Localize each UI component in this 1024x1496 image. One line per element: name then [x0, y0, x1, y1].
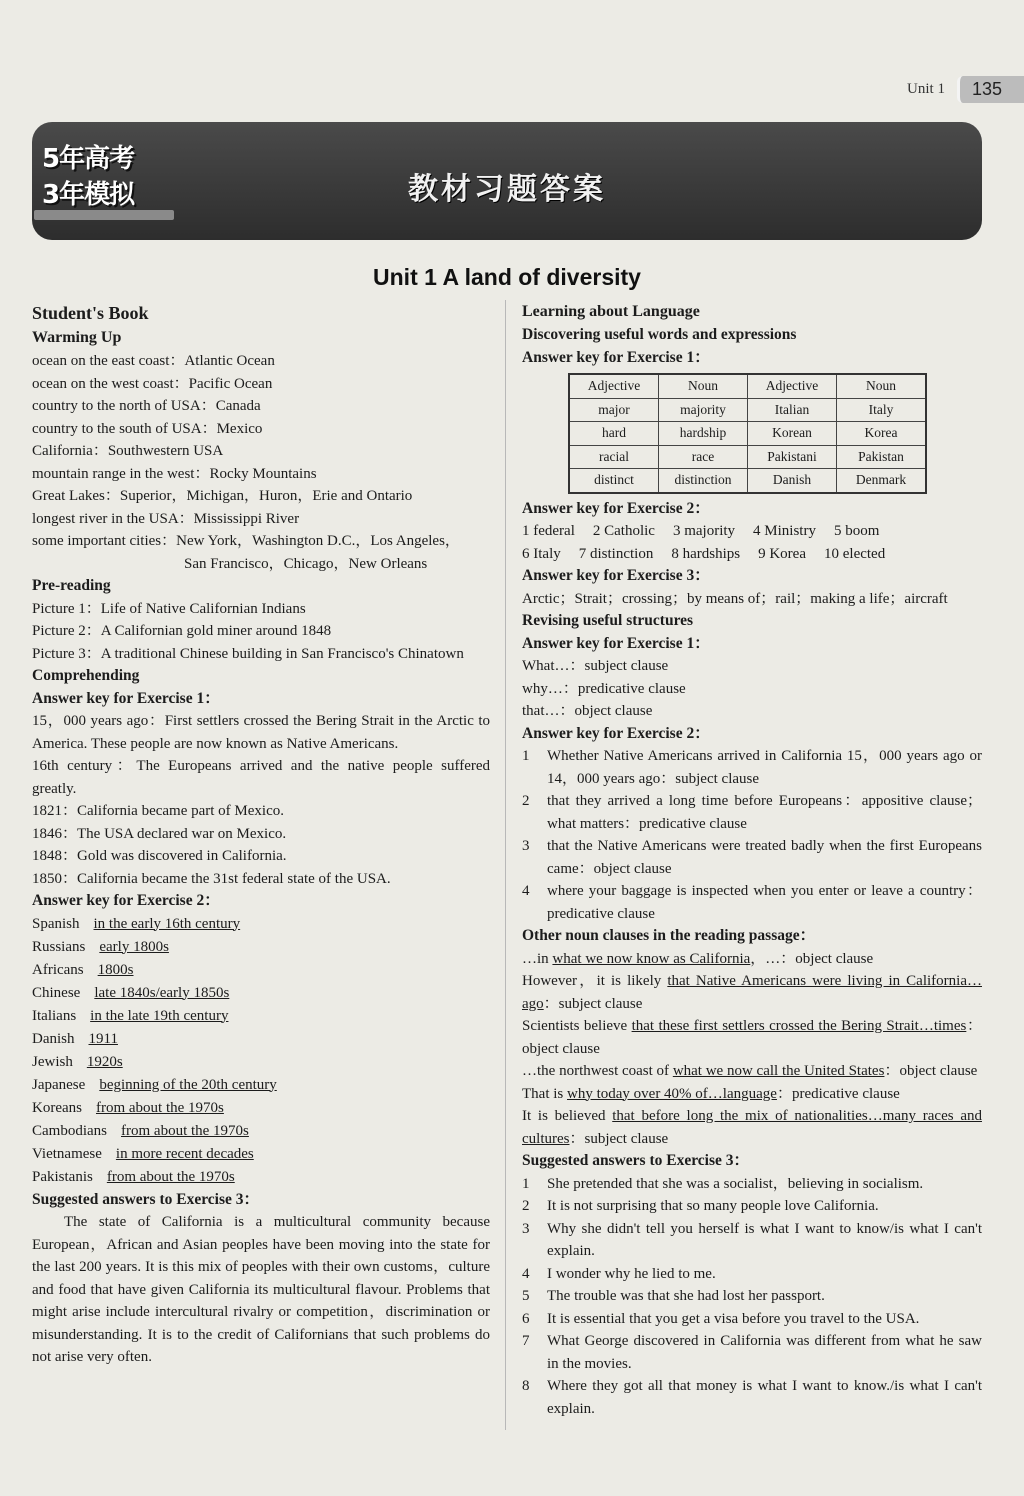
table-cell: Adjective: [748, 374, 837, 398]
table-cell: Noun: [659, 374, 748, 398]
list-item: why…：predicative clause: [522, 680, 686, 697]
word-answer: 3 majority: [672, 523, 736, 539]
list-item: ocean on the west coast：Pacific Ocean: [32, 375, 273, 392]
exercise-heading: Answer key for Exercise 1：: [522, 634, 710, 652]
nationality: Pakistanis: [32, 1168, 93, 1185]
numbered-item: [522, 1375, 982, 1420]
era-row: [32, 936, 490, 959]
item-number: 3: [522, 838, 530, 854]
list-item: country to the north of USA：Canada: [32, 398, 261, 414]
clause-line: [522, 948, 982, 971]
clause-suffix: ：object clause: [884, 1063, 978, 1079]
list-item: 1821：California became part of Mexico.: [32, 803, 284, 819]
item-text: where your baggage is inspected when you enter or leave a country：predicative clause: [547, 883, 982, 922]
item-text: that the Native Americans were treated badly when the first Europeans came：object clause: [547, 838, 982, 877]
item-number: 1: [522, 1175, 530, 1192]
list-item: mountain range in the west：Rocky Mountains: [32, 465, 317, 482]
item-number: 7: [522, 1333, 530, 1349]
numbered-item: [522, 1218, 982, 1263]
nationality: Russians: [32, 938, 86, 955]
era-answer: 1911: [88, 1030, 118, 1047]
exercise-heading: Suggested answers to Exercise 3：: [32, 1190, 260, 1208]
nationality: Koreans: [32, 1099, 82, 1116]
table-cell: Korean: [748, 422, 837, 446]
nationality: Danish: [32, 1030, 75, 1047]
table-cell: majority: [659, 398, 748, 422]
table-cell: hard: [569, 422, 659, 446]
list-item: 1850：California became the 31st federal state of the USA.: [32, 870, 391, 887]
era-answer: in more recent decades: [115, 1145, 254, 1162]
clause-underlined: what we now know as California: [552, 950, 751, 967]
nationality: Chinese: [32, 984, 81, 1001]
item-text: She pretended that she was a socialist，believing in socialism.: [547, 1175, 924, 1192]
item-number: 1: [522, 748, 530, 764]
list-item: 1848：Gold was discovered in California.: [32, 848, 287, 864]
nationality: Jewish: [32, 1053, 73, 1070]
era-row: [32, 982, 490, 1005]
left-column: [32, 300, 490, 1369]
table-row: [569, 422, 926, 446]
list-item: California：Southwestern USA: [32, 443, 224, 459]
word-answer-row: [522, 520, 982, 543]
item-text: Why she didn't tell you herself is what I want to know/is what I can't explain.: [547, 1220, 982, 1259]
nationality: Italians: [32, 1007, 77, 1024]
era-row: [32, 1074, 490, 1097]
table-row: [569, 374, 926, 398]
table-cell: Danish: [748, 469, 837, 493]
exercise-heading: Suggested answers to Exercise 3：: [522, 1152, 750, 1169]
clause-underlined: that these first settlers crossed the Bering Strait…times: [631, 1018, 967, 1034]
clause-underlined: why today over 40% of…language: [567, 1085, 777, 1102]
list-item: that…：object clause: [522, 703, 653, 719]
clause-suffix: ，…：object clause: [750, 950, 874, 967]
word-answer: 7 distinction: [578, 545, 654, 562]
exercise-heading: Answer key for Exercise 2：: [522, 499, 710, 517]
numbered-item: [522, 835, 982, 880]
era-answer: 1920s: [86, 1053, 123, 1070]
clause-line: [522, 1105, 982, 1150]
section-heading: Learning about Language: [522, 303, 700, 320]
item-number: 6: [522, 1310, 530, 1327]
clause-suffix: ：subject clause: [569, 1130, 669, 1147]
clause-underlined: that Native Americans were living in California…ago: [522, 973, 982, 1012]
numbered-item: [522, 790, 982, 835]
item-text: It is essential that you get a visa before you travel to the USA.: [547, 1310, 920, 1327]
word-answer: 10 elected: [824, 545, 886, 562]
table-cell: Pakistani: [748, 445, 837, 469]
clause-line: [522, 1060, 982, 1083]
subsection-heading: Discovering useful words and expressions: [522, 326, 797, 343]
table-row: [569, 398, 926, 422]
clause-line: [522, 1015, 982, 1060]
warming-up-heading: Warming Up: [32, 329, 122, 346]
nationality: Vietnamese: [32, 1145, 102, 1162]
table-cell: racial: [569, 445, 659, 469]
logo-line-2: 3年模拟: [42, 180, 135, 210]
nationality: Cambodians: [32, 1122, 107, 1139]
list-item: longest river in the USA：Mississippi River: [32, 510, 300, 527]
numbered-item: [522, 1263, 982, 1286]
era-list: [32, 913, 490, 1189]
table-cell: hardship: [659, 422, 748, 446]
numbered-item: [522, 1308, 982, 1331]
item-number: 2: [522, 1198, 530, 1214]
era-answer: late 1840s/early 1850s: [94, 984, 230, 1001]
word-answer: 9 Korea: [758, 545, 806, 562]
item-number: 3: [522, 1220, 530, 1237]
word-answer-row: [522, 543, 982, 566]
era-row: [32, 959, 490, 982]
word-answer: 2 Catholic: [592, 523, 655, 539]
era-row: [32, 1143, 490, 1166]
item-text: It is not surprising that so many people love California.: [547, 1198, 879, 1214]
clause-prefix: That is: [522, 1085, 567, 1102]
numbered-item: [522, 1330, 982, 1375]
era-answer: 1800s: [97, 961, 134, 978]
item-text: that they arrived a long time before Europeans：appositive clause；what matters：predicative clause: [547, 793, 982, 832]
pre-reading-heading: Pre-reading: [32, 577, 111, 594]
list-item: some important cities：New York，Washington D.C.，Los Angeles，: [32, 533, 460, 549]
era-answer: in the late 19th century: [90, 1007, 229, 1024]
answer-paragraph: 15，000 years ago：First settlers crossed the Bering Strait in the Arctic to America. These people are now known as Native Americans.: [32, 713, 490, 752]
word-answer: 6 Italy: [522, 545, 561, 562]
list-item: Picture 1：Life of Native Californian Indians: [32, 600, 306, 617]
exercise-heading: Answer key for Exercise 1：: [522, 348, 710, 366]
comprehending-heading: Comprehending: [32, 667, 140, 684]
era-row: [32, 1051, 490, 1074]
word-answer: 8 hardships: [671, 545, 741, 562]
item-number: 4: [522, 883, 530, 899]
unit-title: Unit 1 A land of diversity: [373, 264, 641, 290]
clause-prefix: However，it is likely: [522, 973, 668, 989]
clause-prefix: …the northwest coast of: [522, 1063, 673, 1079]
logo-line-1: 5年高考: [42, 144, 135, 174]
table-cell: race: [659, 445, 748, 469]
logo-stripe: [34, 210, 174, 220]
subsection-heading: Revising useful structures: [522, 612, 694, 629]
clause-underlined: that before long the mix of nationalities…many races and cultures: [522, 1108, 982, 1147]
table-cell: Adjective: [569, 374, 659, 398]
warming-up-list: [32, 350, 490, 575]
answer-paragraph: 16th century：The Europeans arrived and the native people suffered greatly.: [32, 758, 490, 797]
word-answer: 5 boom: [833, 523, 880, 539]
clause-prefix: It is believed: [522, 1108, 613, 1124]
exercise-heading: Other noun clauses in the reading passage：: [522, 927, 816, 944]
item-text: Whether Native Americans arrived in California 15，000 years ago or 14，000 years ago：subject clause: [547, 748, 982, 787]
list-item-continuation: San Francisco，Chicago，New Orleans: [184, 555, 428, 572]
clause-suffix: ：object clause: [522, 1018, 982, 1057]
exercise-heading: Answer key for Exercise 2：: [522, 724, 710, 742]
item-number: 8: [522, 1378, 530, 1394]
list-item: Picture 2：A Californian gold miner around 1848: [32, 623, 332, 639]
item-text: Where they got all that money is what I want to know./is what I can't explain.: [547, 1378, 982, 1417]
list-item: ocean on the east coast：Atlantic Ocean: [32, 353, 275, 369]
list-item: What…：subject clause: [522, 658, 669, 674]
item-number: 2: [522, 793, 530, 809]
book-heading: Student's Book: [32, 303, 149, 323]
era-row: [32, 1028, 490, 1051]
numbered-item: [522, 1285, 982, 1308]
numbered-item: [522, 1173, 982, 1196]
page-number: 135: [957, 76, 1024, 103]
era-answer: in the early 16th century: [93, 915, 241, 932]
clause-prefix: …in: [522, 950, 553, 967]
item-text: What George discovered in California was different from what he saw in the movies.: [547, 1333, 982, 1372]
table-cell: major: [569, 398, 659, 422]
nationality: Spanish: [32, 915, 80, 932]
exercise-heading: Answer key for Exercise 1：: [32, 689, 220, 707]
list-item: Great Lakes：Superior，Michigan，Huron，Erie and Ontario: [32, 488, 413, 504]
exercise-heading: Answer key for Exercise 3：: [522, 567, 710, 584]
era-row: [32, 1097, 490, 1120]
era-row: [32, 913, 490, 936]
clause-suffix: ：predicative clause: [776, 1085, 900, 1102]
clause-line: [522, 970, 982, 1015]
section-banner: [32, 122, 982, 240]
era-row: [32, 1120, 490, 1143]
column-divider: [505, 300, 506, 1430]
word-forms-table: [568, 373, 927, 494]
header-unit-label: Unit 1: [907, 80, 945, 97]
page-header: [907, 74, 1024, 104]
table-cell: Korea: [837, 422, 927, 446]
list-item: 1846：The USA declared war on Mexico.: [32, 825, 287, 842]
right-column: [522, 300, 982, 1420]
item-text: The trouble was that she had lost her passport.: [547, 1288, 825, 1304]
era-answer: early 1800s: [99, 938, 169, 955]
answer-line: Arctic；Strait；crossing；by means of；rail；making a life；aircraft: [522, 590, 948, 607]
era-row: [32, 1166, 490, 1189]
item-text: I wonder why he lied to me.: [547, 1265, 716, 1282]
nationality: Japanese: [32, 1076, 86, 1093]
item-number: 5: [522, 1288, 530, 1304]
table-cell: Noun: [837, 374, 927, 398]
nationality: Africans: [32, 961, 84, 978]
table-cell: Denmark: [837, 469, 927, 493]
table-cell: distinct: [569, 469, 659, 493]
list-item: Picture 3：A traditional Chinese building in San Francisco's Chinatown: [32, 645, 464, 662]
era-answer: from about the 1970s: [121, 1122, 249, 1139]
numbered-item: [522, 880, 982, 925]
clause-suffix: ：subject clause: [543, 995, 643, 1012]
era-answer: beginning of the 20th century: [99, 1076, 277, 1093]
item-number: 4: [522, 1265, 530, 1282]
table-row: [569, 469, 926, 493]
clause-prefix: Scientists believe: [522, 1018, 632, 1034]
answer-paragraph: The state of California is a multicultural community because European，African and Asian peoples have been moving into the state for the last 200 years. It is this mix of peoples with their own customs，culture and food that have given California its multicultural flavour. Problems that might arise include intercultural rivalry or competition，discrimination or misunderstanding. It is to the credit of Californians that such problems do not arise very often.: [32, 1214, 490, 1365]
table-cell: distinction: [659, 469, 748, 493]
banner-title: 教材习题答案: [408, 172, 606, 207]
table-cell: Italy: [837, 398, 927, 422]
table-row: [569, 445, 926, 469]
numbered-item: [522, 1195, 982, 1218]
table-cell: Italian: [748, 398, 837, 422]
numbered-item: [522, 745, 982, 790]
clause-line: [522, 1083, 982, 1106]
exercise-heading: Answer key for Exercise 2：: [32, 892, 220, 909]
table-cell: Pakistan: [837, 445, 927, 469]
word-answer: 4 Ministry: [753, 523, 816, 539]
word-answer: 1 federal: [522, 523, 575, 539]
era-row: [32, 1005, 490, 1028]
era-answer: from about the 1970s: [95, 1099, 224, 1116]
list-item: country to the south of USA：Mexico: [32, 420, 263, 437]
clause-underlined: what we now call the United States: [672, 1063, 885, 1079]
era-answer: from about the 1970s: [106, 1168, 235, 1185]
